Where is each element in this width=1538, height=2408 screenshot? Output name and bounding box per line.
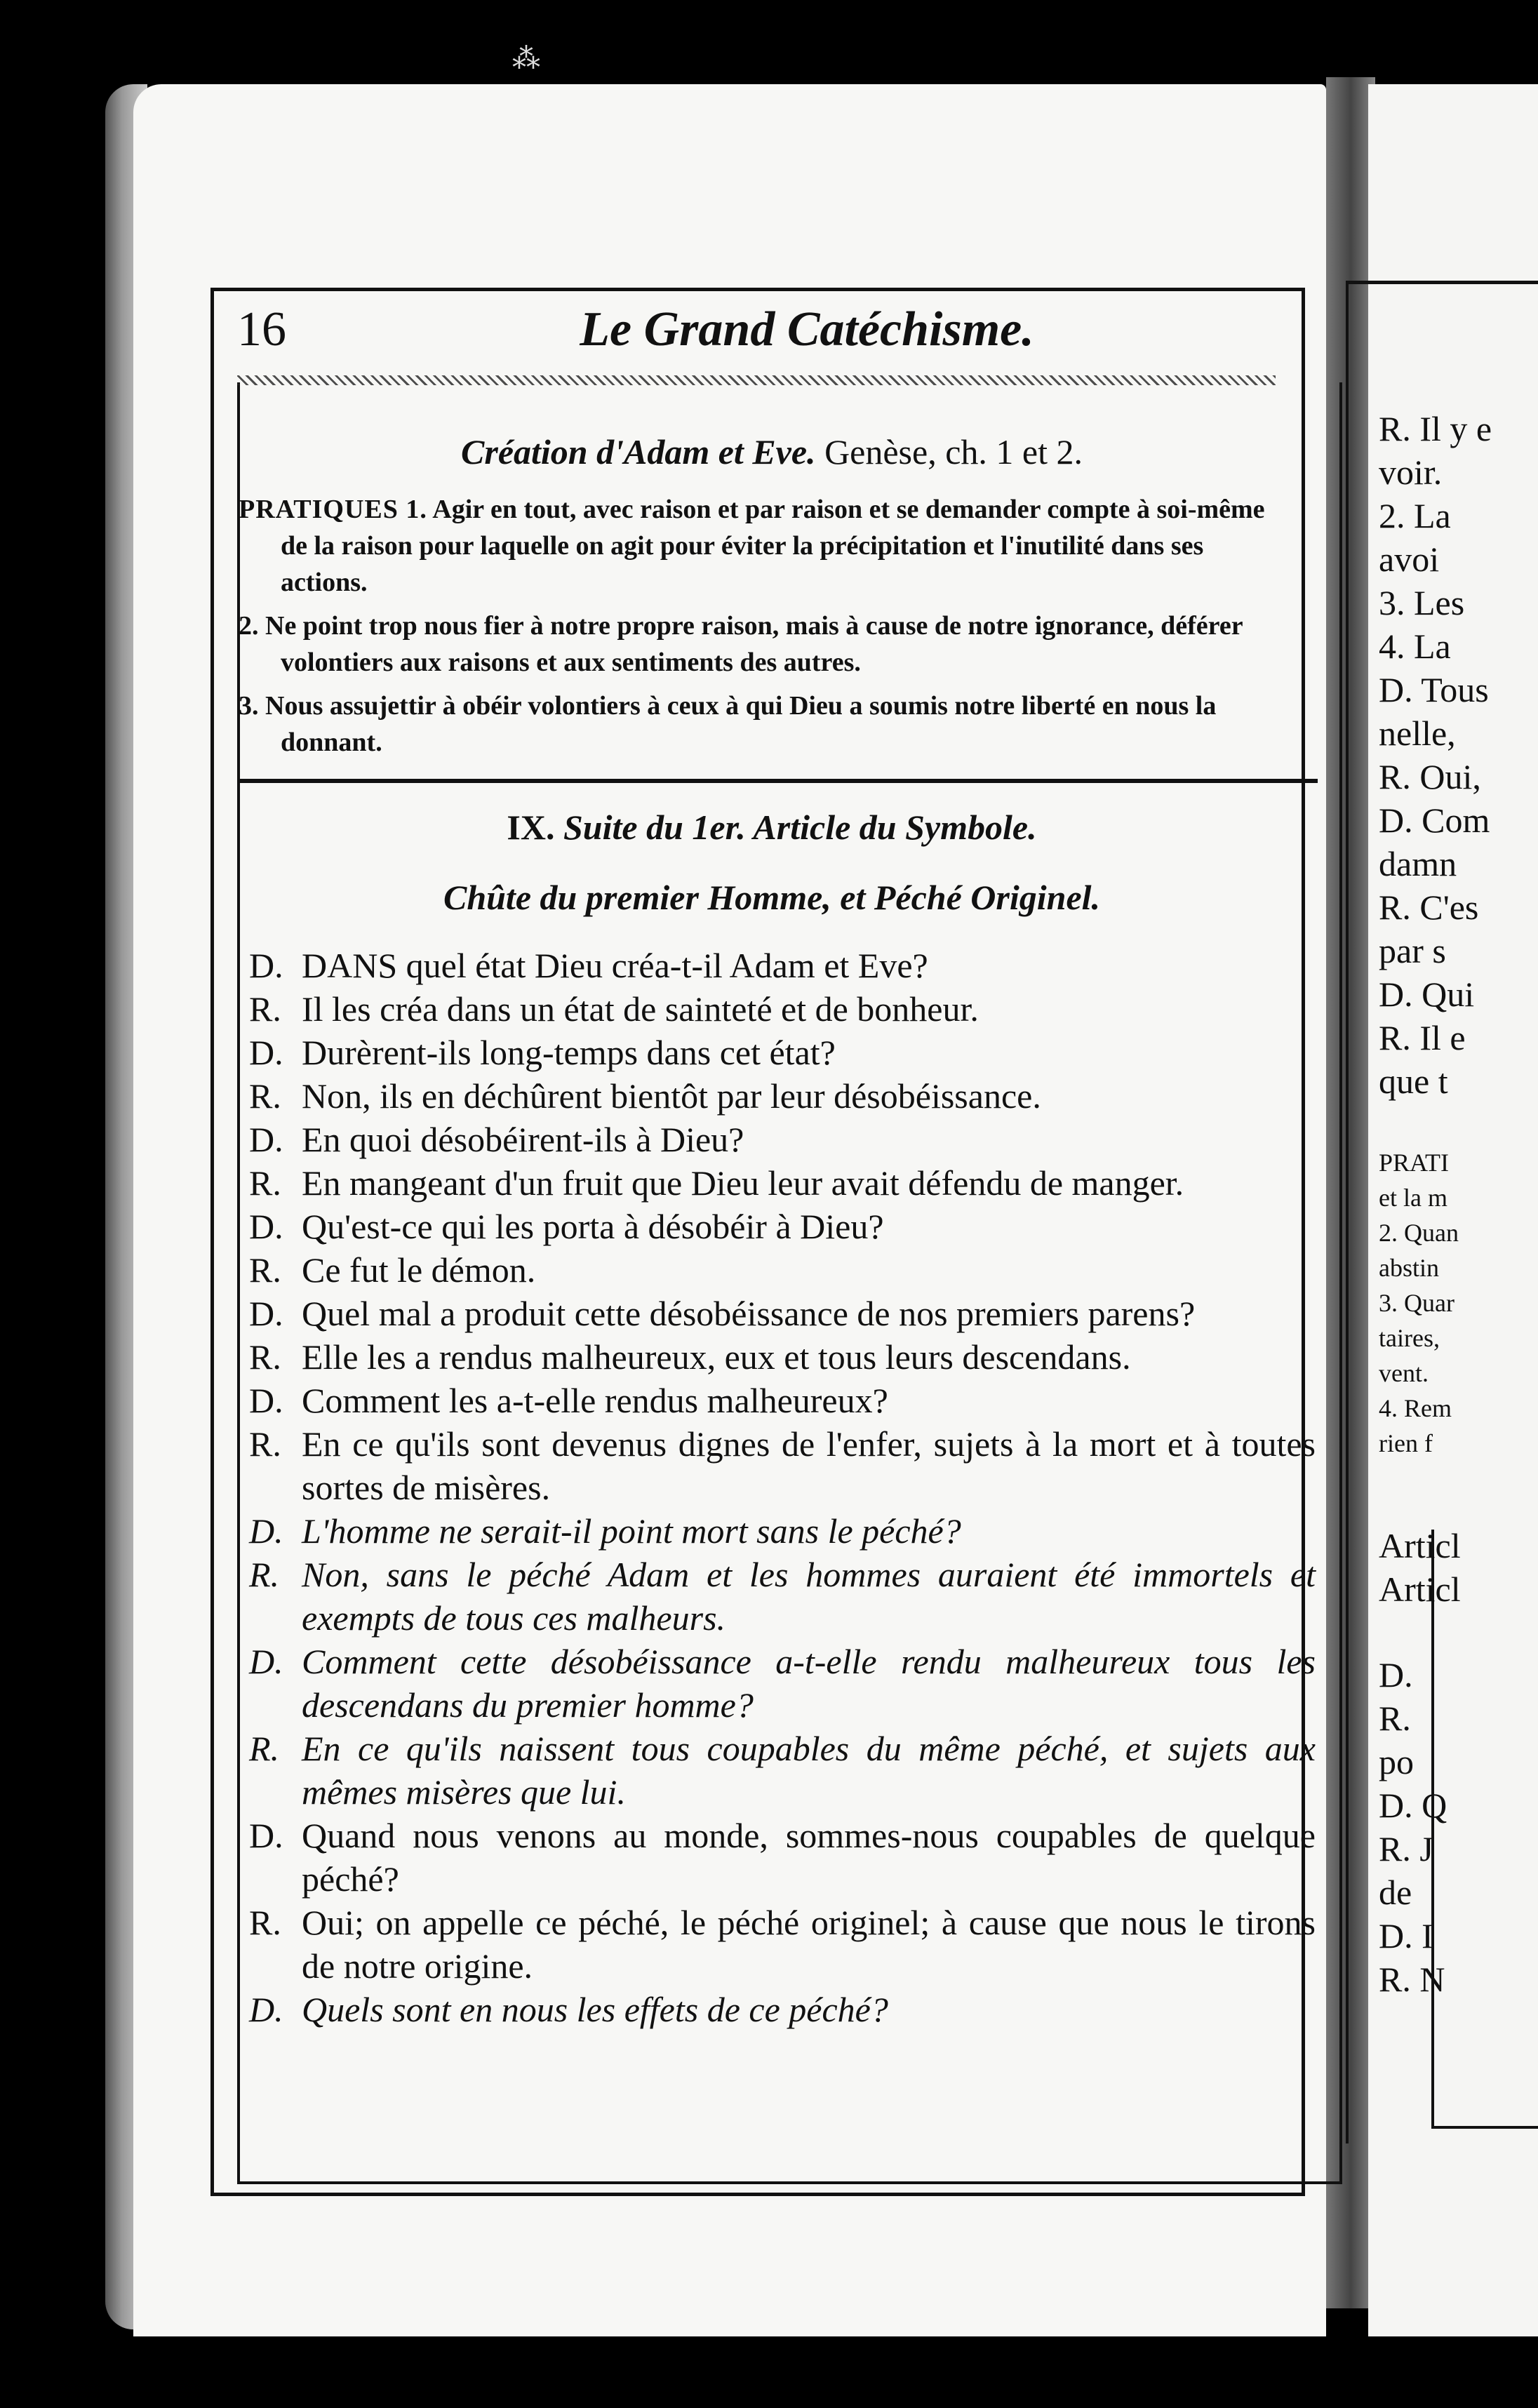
qa-label: D. — [249, 1207, 283, 1246]
qa-text: Quel mal a produit cette désobéissance de nos premiers parens? — [302, 1294, 1196, 1333]
qa-line — [249, 1988, 1316, 2031]
qa-label: R. — [249, 1337, 281, 1377]
right-page-fragment: D. — [1379, 1655, 1413, 1694]
right-page-fragment: PRATI — [1379, 1149, 1450, 1177]
qa-label: R. — [249, 1163, 281, 1203]
qa-text: Non, sans le péché Adam et les hommes auraient été immortels et exempts de tous ces malheurs. — [302, 1555, 1316, 1638]
right-page-fragment: po — [1379, 1742, 1414, 1781]
right-page-fragment: D. Q — [1379, 1786, 1447, 1825]
qa-text: L'homme ne serait-il point mort sans le péché? — [302, 1511, 961, 1551]
qa-line — [249, 1509, 1316, 1553]
wavy-rule — [237, 375, 1276, 385]
right-page-fragment: R. Oui, — [1379, 757, 1481, 796]
practices — [239, 491, 1291, 768]
right-page-fragment: vent. — [1379, 1359, 1429, 1387]
qa-label: R. — [249, 1555, 280, 1594]
qa-label: D. — [249, 1120, 283, 1159]
chapter-title: Suite du 1er. Article du Symbole. — [563, 808, 1037, 847]
qa-line — [249, 1379, 1316, 1422]
right-page-fragment: Articl — [1379, 1526, 1461, 1565]
qa-line — [249, 1031, 1316, 1074]
qa-label: R. — [249, 1903, 281, 1942]
chapter-subtitle: Chûte du premier Homme, et Péché Originel. — [443, 878, 1101, 917]
right-page-fragment: R. Il y e — [1379, 409, 1492, 448]
right-page-fragment: Articl — [1379, 1570, 1461, 1609]
right-page-fragment: abstin — [1379, 1254, 1439, 1282]
question-answer-list — [249, 944, 1316, 2031]
qa-label: D. — [249, 1294, 283, 1333]
qa-label: R. — [249, 1729, 280, 1768]
right-page-fragment: que t — [1379, 1062, 1448, 1101]
qa-text: Il les créa dans un état de sainteté et de bonheur. — [302, 989, 979, 1029]
qa-text: Elle les a rendus malheureux, eux et tous leurs descendans. — [302, 1337, 1131, 1377]
qa-line — [249, 1118, 1316, 1161]
right-page-fragment: par s — [1379, 931, 1446, 970]
right-page-fragment: R. — [1379, 1699, 1411, 1738]
right-page-fragment: damn — [1379, 844, 1457, 883]
qa-label: R. — [249, 1250, 281, 1290]
right-page-fragment: et la m — [1379, 1184, 1447, 1212]
qa-line — [249, 1074, 1316, 1118]
qa-line — [249, 987, 1316, 1031]
right-page-fragment: de — [1379, 1873, 1412, 1912]
qa-line — [249, 1248, 1316, 1292]
qa-text: Ce fut le démon. — [302, 1250, 536, 1290]
right-page-fragment: 3. Quar — [1379, 1289, 1455, 1317]
practice-item: 2. Ne point trop nous fier à notre propre raison, mais à cause de notre ignorance, déférer volontiers aux raisons et aux sentiments des autres. — [239, 611, 1243, 677]
qa-label: D. — [249, 1642, 283, 1681]
qa-line — [249, 1292, 1316, 1335]
qa-label: R. — [249, 1076, 281, 1116]
qa-label: R. — [249, 1424, 281, 1464]
right-page-fragment: voir. — [1379, 453, 1443, 492]
qa-text: Quels sont en nous les effets de ce péché? — [302, 1990, 888, 2029]
running-title: Le Grand Catéchisme. — [580, 302, 1034, 356]
qa-text: En mangeant d'un fruit que Dieu leur avait défendu de manger. — [302, 1163, 1184, 1203]
right-page-fragment: R. N — [1379, 1960, 1445, 1999]
qa-label: D. — [249, 1033, 283, 1072]
qa-text: DANS quel état Dieu créa-t-il Adam et Eve? — [302, 946, 928, 985]
scan-mark: ⁂ — [512, 43, 540, 74]
qa-text: Comment les a-t-elle rendus malheureux? — [302, 1381, 888, 1420]
right-page-fragment: 2. La — [1379, 496, 1451, 535]
qa-line — [249, 1640, 1316, 1727]
qa-text: En quoi désobéirent-ils à Dieu? — [302, 1120, 744, 1159]
qa-line — [249, 1553, 1316, 1640]
qa-text: En ce qu'ils naissent tous coupables du même péché, et sujets aux mêmes misères que lui. — [302, 1729, 1316, 1812]
qa-text: Durèrent-ils long-temps dans cet état? — [302, 1033, 836, 1072]
section-title — [351, 432, 1193, 472]
chapter-heading — [351, 807, 1193, 848]
right-page-text — [1379, 407, 1538, 2001]
qa-text: Comment cette désobéissance a-t-elle rendu malheureux tous les descendans du premier homme? — [302, 1642, 1316, 1725]
chapter-number: IX. — [507, 808, 555, 847]
right-page-fragment: D. Com — [1379, 801, 1490, 840]
qa-label: D. — [249, 1990, 283, 2029]
qa-label: D. — [249, 1511, 283, 1551]
practice-item: 3. Nous assujettir à obéir volontiers à ceux à qui Dieu a soumis notre liberté en nous la donnant. — [239, 691, 1217, 757]
qa-label: D. — [249, 946, 283, 985]
qa-line — [249, 1205, 1316, 1248]
right-page-fragment: 3. Les — [1379, 583, 1465, 622]
qa-line — [249, 1901, 1316, 1988]
right-page-fragment: 2. Quan — [1379, 1219, 1459, 1247]
right-page-fragment: nelle, — [1379, 714, 1456, 753]
right-page-fragment: D. I — [1379, 1916, 1433, 1955]
right-page-fragment: taires, — [1379, 1324, 1440, 1352]
qa-line — [249, 944, 1316, 987]
right-page-fragment: rien f — [1379, 1429, 1433, 1457]
qa-text: Quand nous venons au monde, sommes-nous coupables de quelque péché? — [302, 1816, 1316, 1899]
section-reference: Genèse, ch. 1 et 2. — [824, 432, 1083, 471]
practice-item: PRATIQUES 1. Agir en tout, avec raison et par raison et se demander compte à soi-même de la raison pour laquelle on agit pour éviter la précipitation et l'inutilité dans ses actions. — [239, 495, 1265, 597]
right-page-fragment: 4. La — [1379, 627, 1451, 666]
qa-line — [249, 1161, 1316, 1205]
right-page-fragment: R. Il e — [1379, 1018, 1466, 1057]
qa-text: Non, ils en déchûrent bientôt par leur désobéissance. — [302, 1076, 1041, 1116]
right-page-fragment: 4. Rem — [1379, 1394, 1452, 1422]
qa-line — [249, 1814, 1316, 1901]
right-page-fragment: avoi — [1379, 540, 1440, 579]
qa-text: En ce qu'ils sont devenus dignes de l'enfer, sujets à la mort et à toutes sortes de misères. — [302, 1424, 1316, 1507]
qa-label: R. — [249, 989, 281, 1029]
qa-text: Qu'est-ce qui les porta à désobéir à Dieu? — [302, 1207, 884, 1246]
divider — [237, 779, 1318, 783]
right-page-fragment: R. C'es — [1379, 888, 1479, 927]
qa-line — [249, 1422, 1316, 1509]
section-title-italic: Création d'Adam et Eve. — [461, 432, 816, 471]
qa-line — [249, 1727, 1316, 1814]
right-page-fragment: D. Qui — [1379, 975, 1475, 1014]
right-page-fragment: R. J — [1379, 1829, 1433, 1868]
qa-line — [249, 1335, 1316, 1379]
right-page-fragment: D. Tous — [1379, 670, 1489, 709]
qa-text: Oui; on appelle ce péché, le péché originel; à cause que nous le tirons de notre origine. — [302, 1903, 1316, 1986]
qa-label: D. — [249, 1381, 283, 1420]
page-number: 16 — [237, 302, 286, 356]
qa-label: D. — [249, 1816, 283, 1855]
